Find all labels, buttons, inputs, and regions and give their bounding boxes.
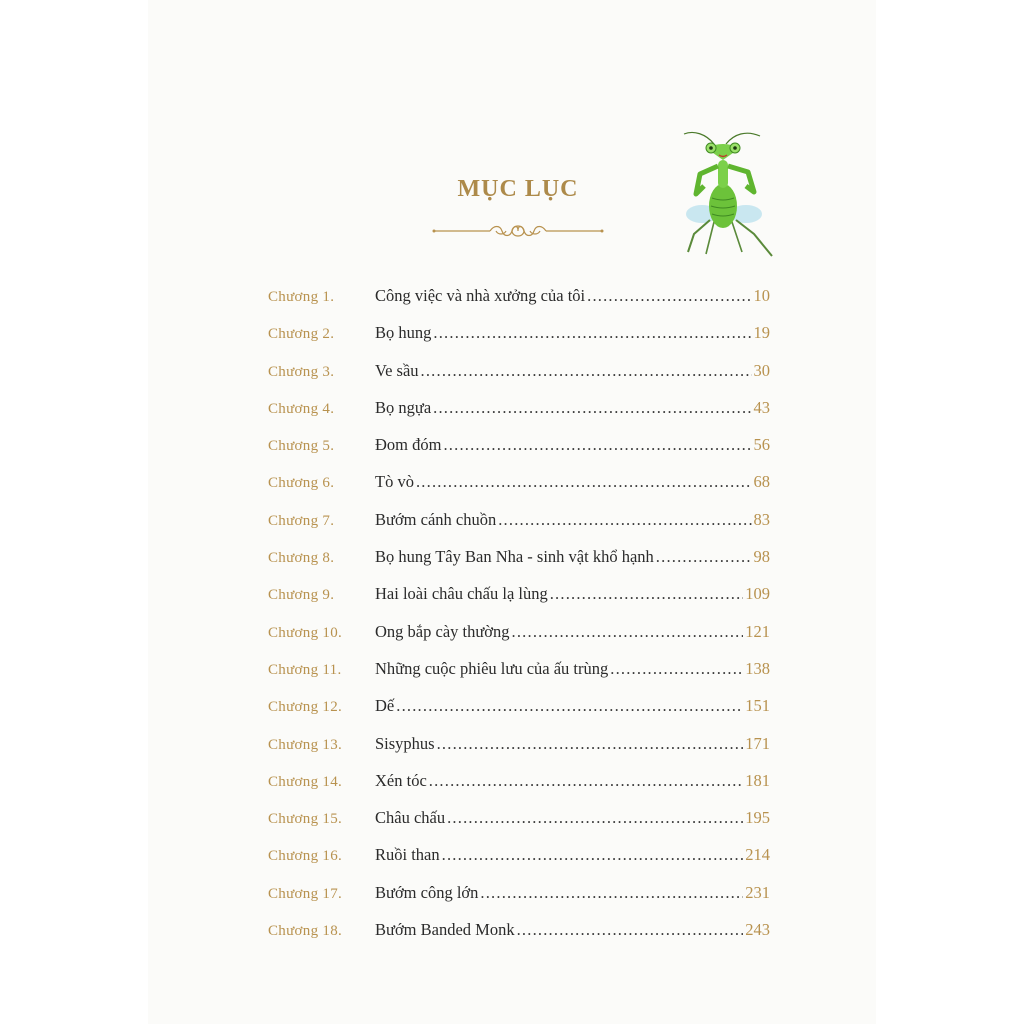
chapter-title: Bướm công lớn	[375, 882, 479, 902]
chapter-label: Chương 18.	[268, 923, 343, 940]
chapter-title: Ve sầu	[375, 360, 419, 380]
page-number: 171	[745, 733, 770, 753]
table-of-contents	[268, 286, 770, 957]
toc-entry	[268, 510, 770, 547]
page-number: 83	[753, 509, 770, 529]
chapter-title: Hai loài châu chấu lạ lùng	[375, 584, 548, 604]
toc-entry	[268, 435, 770, 472]
chapter-label: Chương 10.	[268, 624, 343, 641]
chapter-title: Bướm Banded Monk	[375, 920, 515, 940]
dot-leader	[517, 920, 744, 940]
chapter-label: Chương 11.	[268, 661, 342, 678]
dot-leader	[437, 734, 744, 754]
page-number: 151	[745, 696, 770, 716]
dot-leader	[421, 361, 752, 381]
chapter-label: Chương 17.	[268, 885, 343, 902]
page-number: 243	[745, 920, 770, 940]
page-number: 138	[745, 658, 770, 678]
dot-leader	[447, 808, 743, 828]
dot-leader	[429, 771, 743, 791]
dot-leader	[433, 323, 751, 343]
chapter-title: Tò vò	[375, 472, 414, 492]
chapter-title: Đom đóm	[375, 435, 442, 455]
dot-leader	[550, 584, 744, 604]
toc-entry	[268, 696, 770, 733]
chapter-label: Chương 8.	[268, 550, 335, 567]
toc-entry	[268, 808, 770, 845]
dot-leader	[610, 659, 743, 679]
toc-entry	[268, 659, 770, 696]
page-number: 121	[745, 621, 770, 641]
chapter-label: Chương 6.	[268, 475, 335, 492]
chapter-title: Bọ ngựa	[375, 397, 432, 417]
chapter-title: Ruồi than	[375, 845, 440, 865]
chapter-label: Chương 7.	[268, 512, 335, 529]
chapter-title: Sisyphus	[375, 733, 435, 753]
toc-entry	[268, 547, 770, 584]
page-number: 231	[745, 882, 770, 902]
chapter-label: Chương 9.	[268, 587, 335, 604]
toc-entry	[268, 771, 770, 808]
chapter-label: Chương 14.	[268, 773, 343, 790]
dot-leader	[587, 286, 751, 306]
chapter-label: Chương 2.	[268, 326, 335, 343]
chapter-label: Chương 1.	[268, 289, 335, 305]
chapter-label: Chương 16.	[268, 848, 343, 865]
chapter-title: Bọ hung Tây Ban Nha - sinh vật khổ hạnh	[375, 547, 654, 567]
page-number: 109	[745, 584, 770, 604]
toc-entry	[268, 361, 770, 398]
dot-leader	[443, 435, 751, 455]
page-number: 214	[745, 845, 770, 865]
chapter-label: Chương 12.	[268, 699, 343, 716]
dot-leader	[656, 547, 752, 567]
page-number: 181	[745, 770, 770, 790]
dot-leader	[396, 696, 743, 716]
toc-entry	[268, 286, 770, 323]
chapter-label: Chương 4.	[268, 400, 335, 417]
toc-entry	[268, 920, 770, 957]
chapter-title: Bướm cánh chuồn	[375, 509, 497, 529]
chapter-label: Chương 5.	[268, 438, 335, 455]
dot-leader	[433, 398, 751, 418]
scroll-ornament-icon	[430, 222, 606, 240]
chapter-title: Ong bắp cày thường	[375, 621, 510, 641]
page-number: 195	[745, 808, 770, 828]
page-number: 68	[753, 472, 770, 492]
chapter-title: Dế	[375, 696, 395, 716]
page-title: MỤC LỤC	[457, 176, 579, 202]
chapter-title: Bọ hung	[375, 323, 432, 343]
page-number: 10	[753, 286, 770, 305]
chapter-title: Xén tóc	[375, 770, 427, 790]
page-number: 43	[753, 397, 770, 417]
toc-entry	[268, 883, 770, 920]
chapter-label: Chương 15.	[268, 811, 343, 828]
toc-entry	[268, 845, 770, 882]
page-number: 30	[753, 360, 770, 380]
chapter-label: Chương 3.	[268, 363, 335, 380]
chapter-title: Những cuộc phiêu lưu của ấu trùng	[375, 658, 609, 678]
dot-leader	[442, 845, 744, 865]
dot-leader	[498, 510, 751, 530]
dot-leader	[512, 622, 744, 642]
praying-mantis-illustration-icon	[676, 126, 780, 258]
toc-entry	[268, 734, 770, 771]
toc-entry	[268, 323, 770, 360]
page-number: 98	[753, 547, 770, 567]
page-number: 19	[753, 323, 770, 343]
toc-entry	[268, 398, 770, 435]
chapter-title: Châu chấu	[375, 808, 446, 828]
toc-entry	[268, 622, 770, 659]
dot-leader	[480, 883, 743, 903]
dot-leader	[416, 472, 752, 492]
page-number: 56	[753, 435, 770, 455]
toc-entry	[268, 584, 770, 621]
toc-entry	[268, 472, 770, 509]
chapter-label: Chương 13.	[268, 736, 343, 753]
chapter-title: Công việc và nhà xưởng của tôi	[375, 286, 586, 305]
